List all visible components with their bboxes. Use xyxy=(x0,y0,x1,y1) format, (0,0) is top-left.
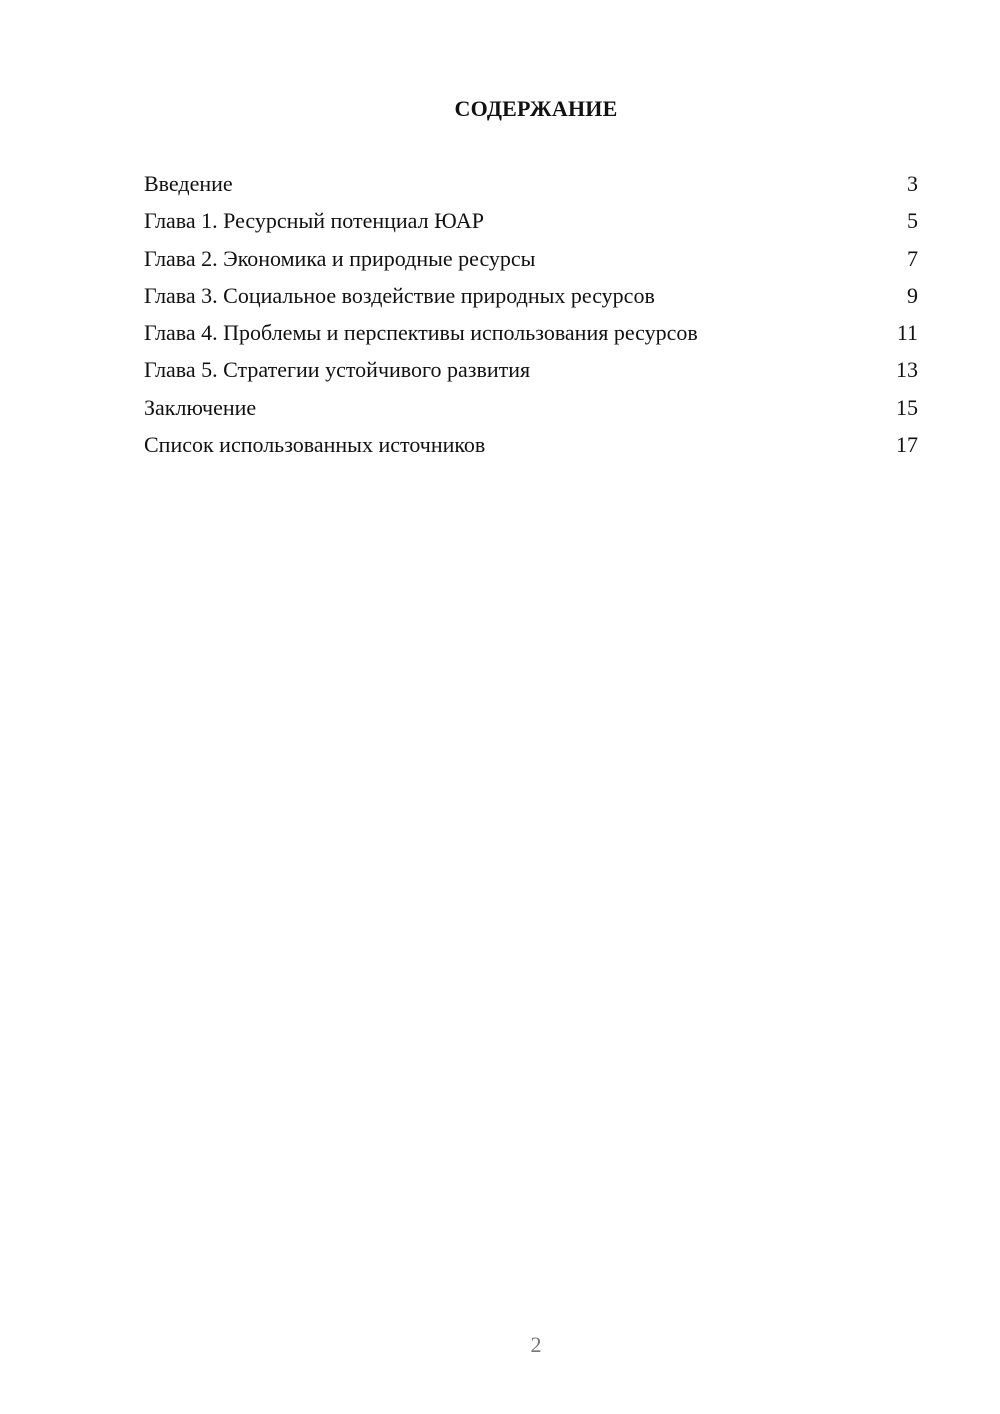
toc-entry-title: Глава 4. Проблемы и перспективы использования ресурсов xyxy=(144,320,698,346)
toc-entry-conclusion xyxy=(144,392,918,429)
toc-entry-page: 5 xyxy=(907,208,918,234)
toc-entry-chapter-2 xyxy=(144,243,918,280)
toc-entry-title: Глава 2. Экономика и природные ресурсы xyxy=(144,245,536,271)
toc-entry-page: 11 xyxy=(896,320,918,346)
toc-entry-page: 7 xyxy=(907,245,918,271)
toc-entry-page: 3 xyxy=(907,171,918,196)
toc-entry-chapter-5 xyxy=(144,354,918,391)
toc-entry-title: Глава 5. Стратегии устойчивого развития xyxy=(144,357,531,383)
toc-entry-title: Список использованных источников xyxy=(144,432,486,458)
toc-entry-references xyxy=(144,429,918,466)
toc-entry-page: 9 xyxy=(907,282,918,308)
toc-entry-title: Введение xyxy=(144,171,233,196)
toc-entry-page: 13 xyxy=(896,357,918,383)
toc-entry-page: 15 xyxy=(896,394,918,420)
toc-entry-title: Глава 1. Ресурсный потенциал ЮАР xyxy=(144,208,485,234)
toc-entry-introduction xyxy=(144,168,918,205)
toc-entry-title: Заключение xyxy=(144,394,257,420)
toc-entry-page: 17 xyxy=(896,432,918,458)
toc-entry-chapter-4 xyxy=(144,317,918,354)
table-of-contents xyxy=(144,168,918,466)
page-title: СОДЕРЖАНИЕ xyxy=(454,96,618,121)
page-number: 2 xyxy=(530,1332,542,1357)
toc-entry-chapter-1 xyxy=(144,205,918,242)
toc-entry-title: Глава 3. Социальное воздействие природных ресурсов xyxy=(144,282,655,308)
toc-entry-chapter-3 xyxy=(144,280,918,317)
